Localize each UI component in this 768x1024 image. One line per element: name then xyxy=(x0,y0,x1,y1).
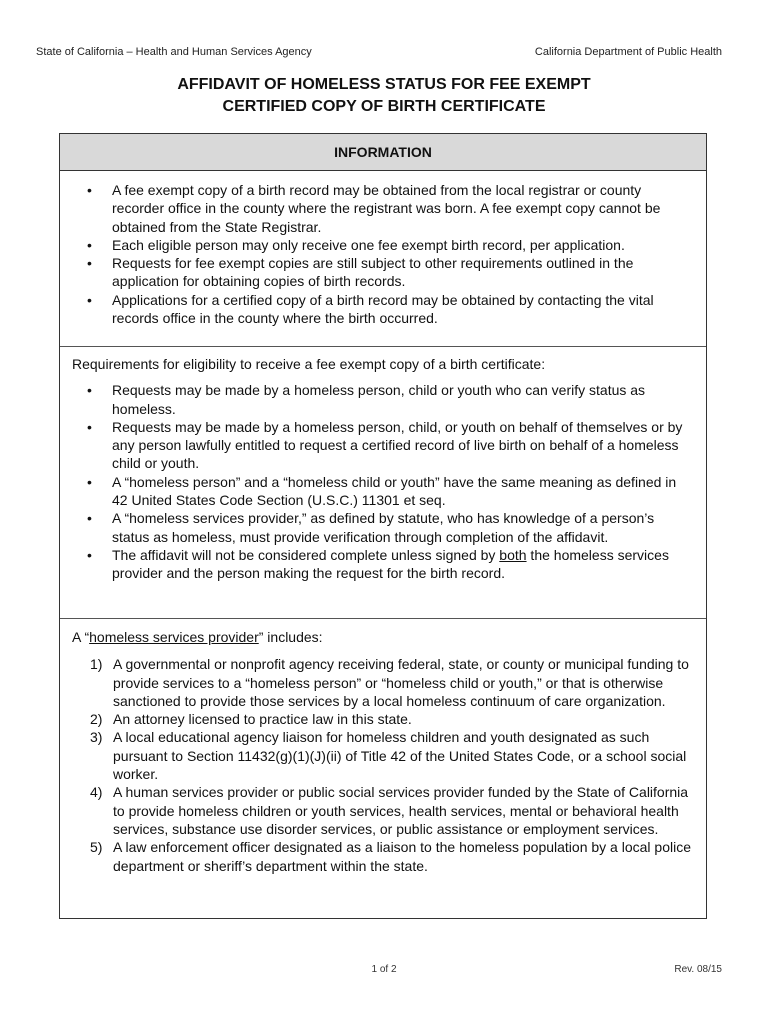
requirements-lead: Requirements for eligibility to receive a fee exempt copy of a birth certificate: xyxy=(72,356,546,372)
provider-lead-before: A “ xyxy=(72,629,90,645)
list-item-text: A governmental or nonprofit agency receiving federal, state, or county or municipal funding to provide services to a “homeless person” or “homeless child or youth,” or that is otherwise sanctioned to provide those services by a local homeless continuum of care organization. xyxy=(113,656,689,709)
list-item-text: A “homeless person” and a “homeless child or youth” have the same meaning as defined in 42 United States Code Section (U.S.C.) 11301 et seq. xyxy=(112,473,677,509)
list-item xyxy=(60,655,706,710)
provider-list xyxy=(60,655,706,875)
information-box xyxy=(59,133,707,919)
department-header: California Department of Public Health xyxy=(534,46,722,58)
list-item-text: An attorney licensed to practice law in this state. xyxy=(113,711,412,728)
list-item xyxy=(60,381,706,418)
list-item xyxy=(60,509,706,546)
emphasis-both: both xyxy=(499,546,527,563)
list-item xyxy=(60,546,706,583)
item-number: 1) xyxy=(90,656,103,673)
bullet-icon: • xyxy=(87,473,92,490)
list-item-text: Requests for fee exempt copies are still subject to other requirements outlined in the application for obtaining copies of birth records. xyxy=(112,255,634,290)
bullet-icon: • xyxy=(87,510,92,527)
list-item-text: A fee exempt copy of a birth record may be obtained from the local registrar or county recorder office in the county where the registrant was born. A fee exempt copy cannot be obtained from the State Registrar. xyxy=(112,182,661,235)
page-number: 1 of 2 xyxy=(371,964,397,975)
bullet-icon: • xyxy=(87,291,92,308)
title-line-2: CERTIFIED COPY OF BIRTH CERTIFICATE xyxy=(222,98,546,115)
bullet-icon: • xyxy=(87,546,92,563)
title-line-1: AFFIDAVIT OF HOMELESS STATUS FOR FEE EXEMPT xyxy=(177,76,591,93)
provider-lead-after: ” includes: xyxy=(258,629,323,645)
list-item-text: Requests may be made by a homeless person, child, or youth on behalf of themselves or by any person lawfully entitled to request a certified record of live birth on behalf of a homeless child or youth. xyxy=(112,418,683,472)
list-item xyxy=(60,291,706,328)
list-item xyxy=(60,838,706,875)
information-section xyxy=(60,171,706,347)
list-item-text: A human services provider or public social services provider funded by the State of California to provide homeless children or youth services, health services, mental or behavioral health services, substance use disorder services, or public assistance or employment services. xyxy=(113,784,689,837)
provider-section xyxy=(60,619,706,875)
bullet-icon: • xyxy=(87,382,92,399)
list-item xyxy=(60,254,706,291)
item-number: 2) xyxy=(90,711,103,728)
list-item-text: Requests may be made by a homeless person, child or youth who can verify status as homeless. xyxy=(112,382,646,417)
list-item xyxy=(60,710,706,728)
list-item-text-before: The affidavit will not be considered complete unless signed by xyxy=(112,546,500,563)
requirements-list xyxy=(60,381,706,582)
list-item-text: A local educational agency liaison for homeless children and youth designated as such pursuant to Section 11432(g)(1)(J)(ii) of Title 42 of the United States Code, or a school social worker. xyxy=(113,729,687,783)
list-item xyxy=(60,236,706,254)
bullet-icon: • xyxy=(87,418,92,435)
list-item-text: A law enforcement officer designated as a liaison to the homeless population by a local police department or sheriff’s department within the state. xyxy=(113,839,691,874)
list-item xyxy=(60,418,706,473)
list-item xyxy=(60,783,706,838)
document-title xyxy=(0,74,768,118)
information-heading: INFORMATION xyxy=(60,134,706,171)
list-item-text: Each eligible person may only receive one fee exempt birth record, per application. xyxy=(112,236,625,253)
list-item-text: Applications for a certified copy of a birth record may be obtained by contacting the vital records office in the county where the birth occurred. xyxy=(112,291,654,327)
list-item xyxy=(60,728,706,783)
provider-lead xyxy=(60,628,706,646)
list-item xyxy=(60,473,706,510)
list-item-text: A “homeless services provider,” as defined by statute, who has knowledge of a person’s status as homeless, must provide verification through completion of the affidavit. xyxy=(112,510,655,545)
item-number: 3) xyxy=(90,729,103,746)
bullet-icon: • xyxy=(87,236,92,253)
information-list xyxy=(60,181,706,327)
list-item-text-after: the homeless services provider and the person making the request for the birth record. xyxy=(112,546,669,582)
requirements-section xyxy=(60,347,706,619)
item-number: 5) xyxy=(90,839,103,856)
item-number: 4) xyxy=(90,784,103,801)
agency-header: State of California – Health and Human Services Agency xyxy=(36,46,312,58)
revision-label: Rev. 08/15 xyxy=(674,964,722,975)
bullet-icon: • xyxy=(87,255,92,272)
provider-lead-term: homeless services provider xyxy=(89,629,259,645)
bullet-icon: • xyxy=(87,182,92,198)
list-item xyxy=(60,181,706,236)
